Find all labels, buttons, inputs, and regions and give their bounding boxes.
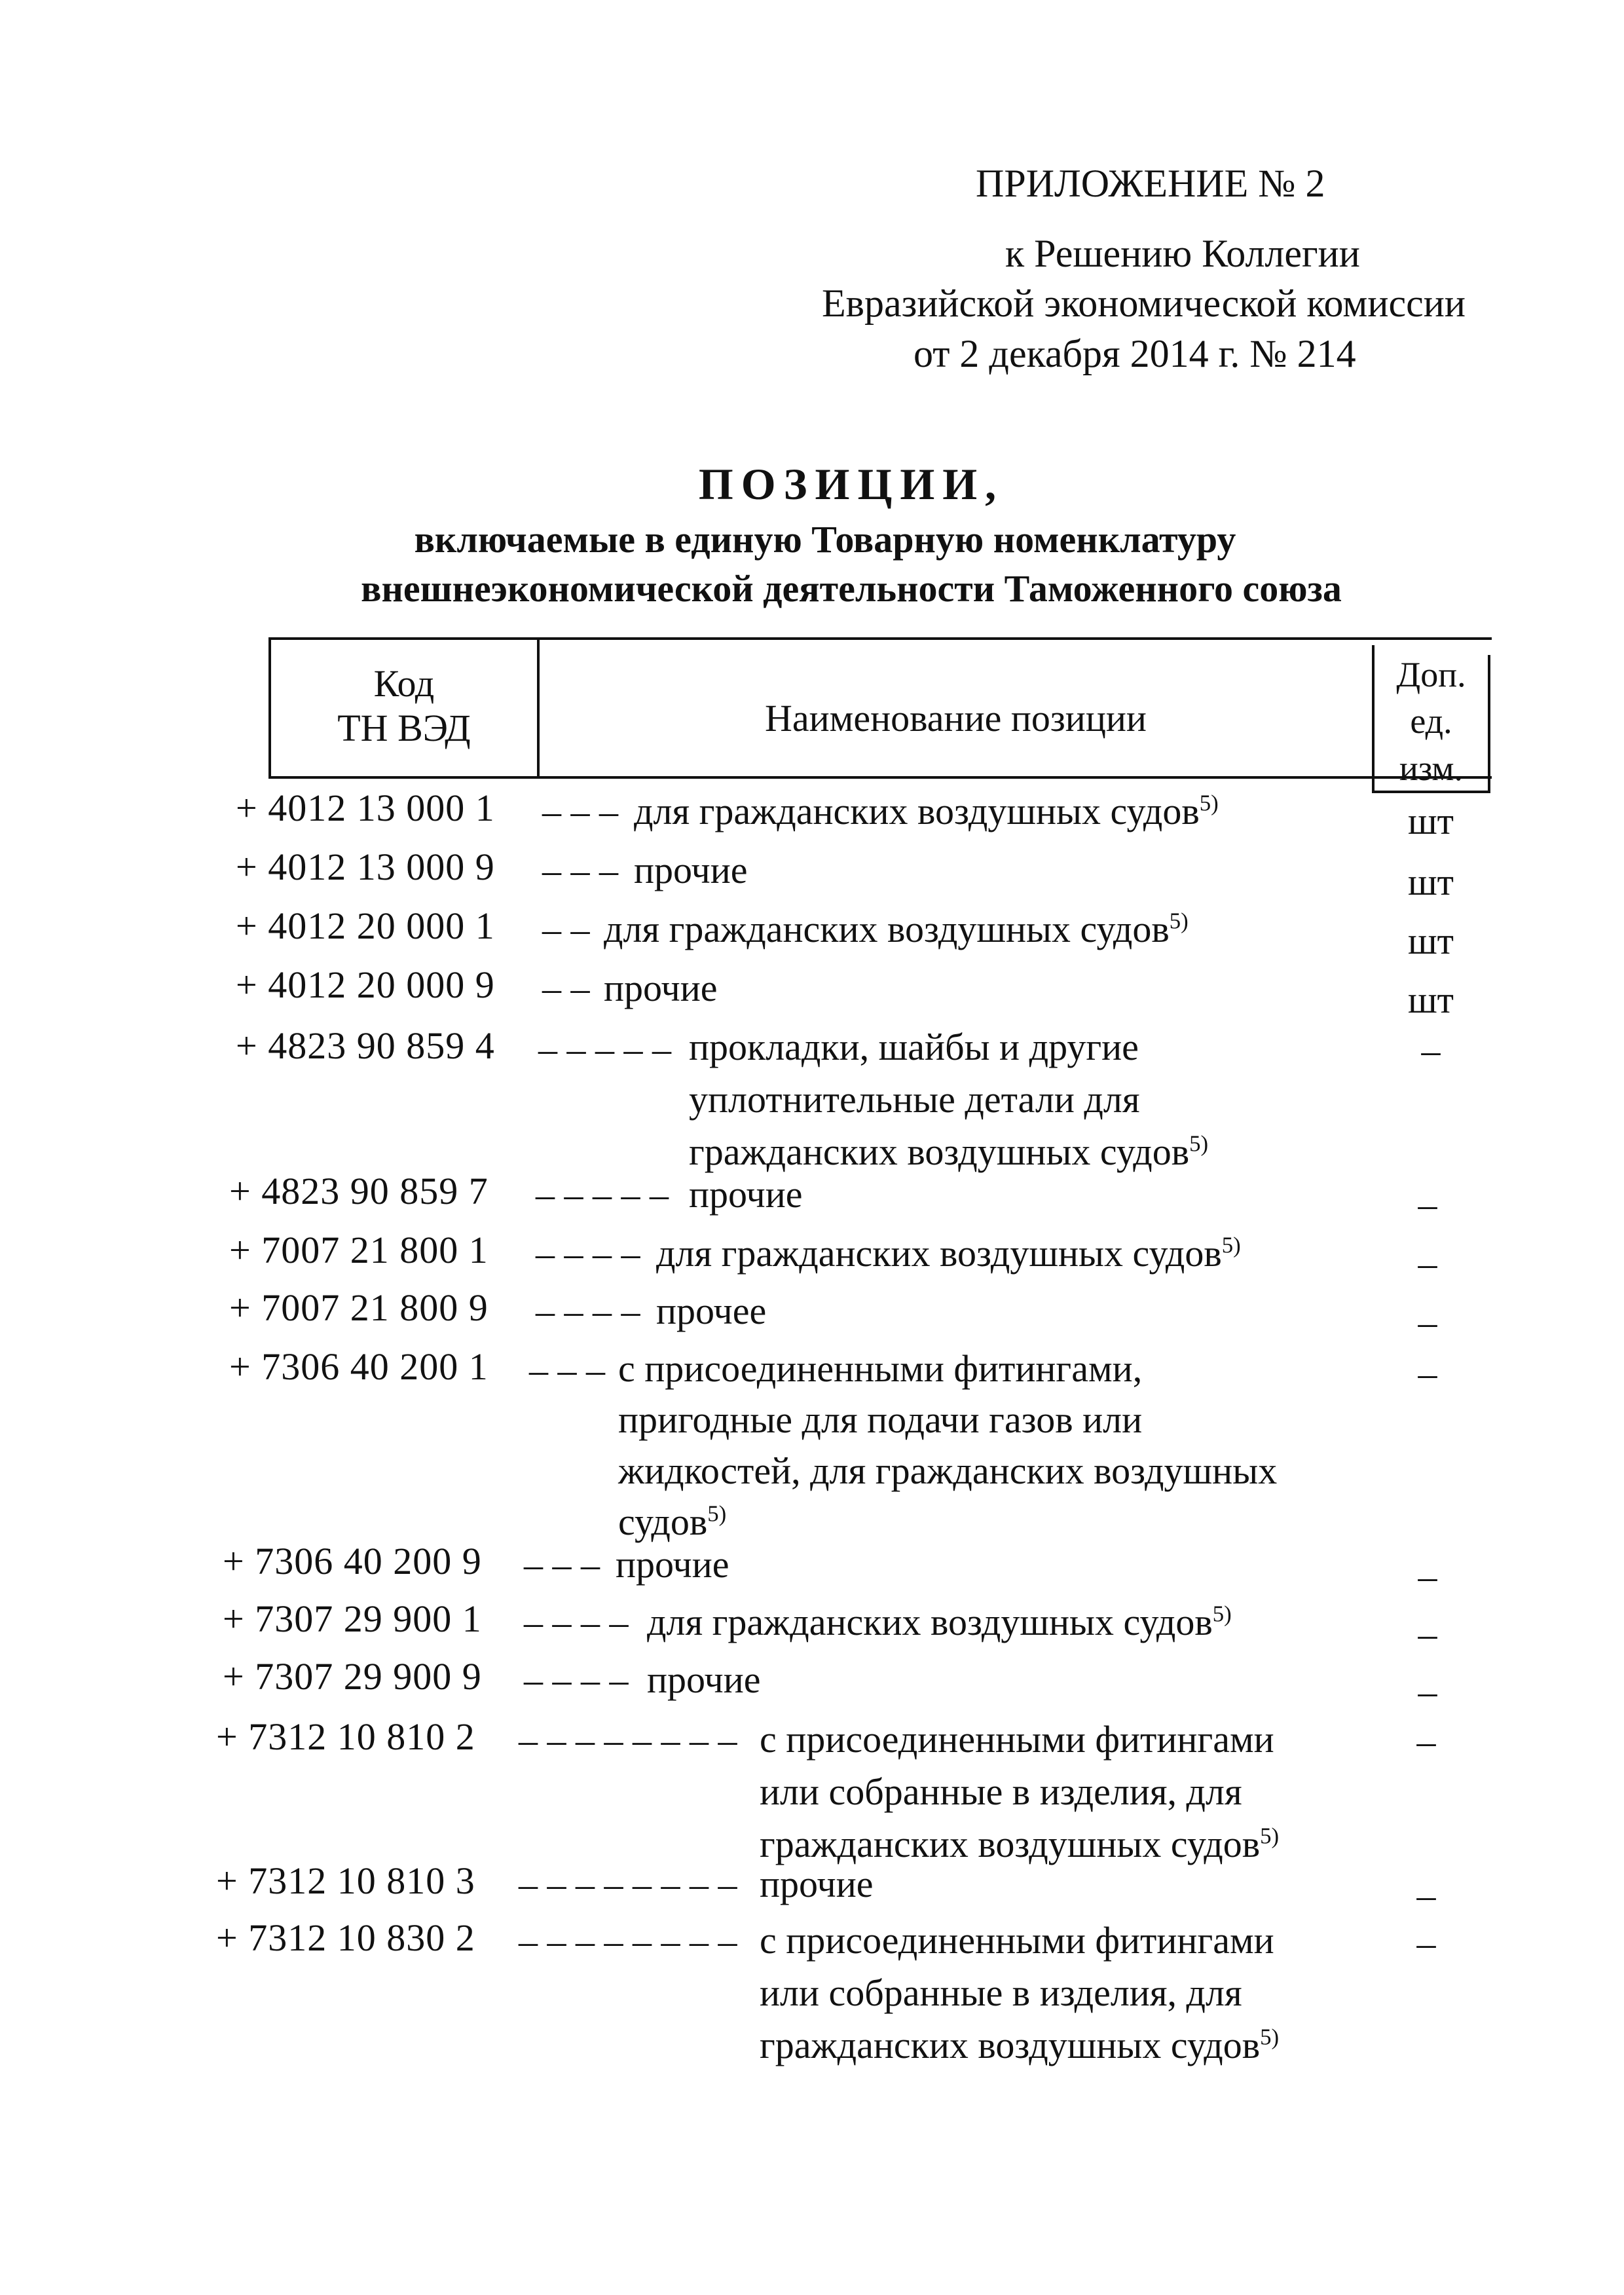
row-unit: – (1418, 1555, 1437, 1597)
row-code: + 4012 20 000 1 (236, 905, 495, 947)
row-description: для гражданских воздушных судов$^{5)}$ (647, 1601, 1232, 1643)
row-description: с присоединенными фитингами, пригодные для подачи газов или жидкостей, для гражданских воздушных судов$^{5)}$ (618, 1347, 1278, 1543)
row-unit: – (1418, 1352, 1437, 1394)
row-dashes: – – – (542, 849, 618, 891)
row-description: прочие (689, 1173, 803, 1216)
row-code: + 4012 20 000 9 (236, 963, 495, 1006)
row-description: с присоединенными фитингами или собранные в изделия, для гражданских воздушных судов$^{5)}$ (760, 1919, 1280, 2066)
row-description: прочие (760, 1863, 874, 1905)
row-dashes: – – – (529, 1349, 605, 1391)
row-description: прочие (604, 967, 718, 1009)
row-description: для гражданских воздушных судов$^{5)}$ (604, 908, 1189, 950)
row-unit: – (1418, 1301, 1437, 1343)
appendix-label: ПРИЛОЖЕНИЕ № 2 (976, 162, 1325, 205)
row-code: + 7306 40 200 1 (229, 1345, 489, 1388)
decision-ref-line3: от 2 декабря 2014 г. № 214 (913, 332, 1356, 375)
row-unit: – (1418, 1613, 1437, 1655)
column-header-name: Наименование позиции (765, 697, 1147, 739)
row-description: с присоединенными фитингами или собранные в изделия, для гражданских воздушных судов$^{5)}$ (760, 1718, 1280, 1865)
column-header-code-line1: Код (373, 662, 435, 705)
column-header-code (271, 662, 537, 751)
row-code: + 7306 40 200 9 (223, 1540, 482, 1582)
row-unit: шт (1407, 800, 1454, 842)
row-unit: шт (1407, 861, 1454, 903)
row-dashes: – – – – (524, 1658, 629, 1701)
column-header-unit-line2: ед. (1410, 701, 1452, 741)
row-code: + 7312 10 830 2 (216, 1916, 475, 1959)
row-unit: – (1416, 1874, 1436, 1916)
row-dashes: – – – – – (538, 1028, 671, 1070)
row-unit: – (1416, 1922, 1436, 1964)
row-description: для гражданских воздушных судов$^{5)}$ (656, 1232, 1241, 1275)
decision-ref-line1: к Решению Коллегии (1005, 232, 1360, 275)
row-unit: – (1416, 1720, 1436, 1763)
row-dashes: – – – – (524, 1601, 629, 1643)
row-dashes: – – – – – – – – (519, 1719, 737, 1761)
row-unit: – (1418, 1183, 1437, 1225)
row-code: + 7007 21 800 1 (229, 1229, 489, 1271)
document-subtitle-1: включаемые в единую Товарную номенклатуру (414, 518, 1236, 561)
row-code: + 4823 90 859 4 (236, 1024, 495, 1067)
row-code: + 7307 29 900 1 (223, 1597, 482, 1640)
row-dashes: – – – – – – – – (519, 1863, 737, 1905)
column-header-unit-line3: изм. (1399, 748, 1464, 788)
column-header-unit-line1: Доп. (1396, 655, 1466, 694)
column-header-code-line2: ТН ВЭД (337, 707, 471, 750)
row-unit: – (1421, 1029, 1441, 1072)
row-code: + 7312 10 810 3 (216, 1859, 475, 1902)
row-code: + 4012 13 000 9 (236, 846, 495, 888)
row-dashes: – – – – (536, 1290, 640, 1332)
row-dashes: – – (542, 967, 590, 1009)
row-description: прочее (656, 1290, 767, 1332)
row-code: + 7312 10 810 2 (216, 1715, 475, 1758)
row-unit: шт (1407, 979, 1454, 1021)
row-description: для гражданских воздушных судов$^{5)}$ (634, 790, 1219, 832)
row-unit: – (1418, 1670, 1437, 1713)
row-dashes: – – – – – (536, 1173, 669, 1216)
row-dashes: – – – (524, 1543, 600, 1586)
row-description: прочие (647, 1658, 761, 1701)
document-title: ПОЗИЦИИ, (698, 459, 1005, 509)
row-description: прочие (634, 849, 748, 891)
column-header-unit (1375, 652, 1488, 792)
decision-ref-line2: Евразийской экономической комиссии (822, 282, 1466, 325)
row-code: + 4823 90 859 7 (229, 1170, 489, 1212)
row-description: прокладки, шайбы и другие уплотнительные детали для гражданских воздушных судов$^{5)}$ (689, 1026, 1209, 1173)
row-unit: шт (1407, 920, 1454, 962)
row-code: + 7007 21 800 9 (229, 1286, 489, 1329)
row-code: + 7307 29 900 9 (223, 1655, 482, 1698)
row-dashes: – – – – (536, 1232, 640, 1275)
row-dashes: – – – – – – – – (519, 1920, 737, 1962)
row-dashes: – – – (542, 790, 618, 832)
row-unit: – (1418, 1242, 1437, 1284)
document-subtitle-2: внешнеэкономической деятельности Таможенного союза (361, 567, 1342, 610)
row-dashes: – – (542, 908, 590, 950)
row-description: прочие (616, 1543, 729, 1586)
row-code: + 4012 13 000 1 (236, 787, 495, 829)
